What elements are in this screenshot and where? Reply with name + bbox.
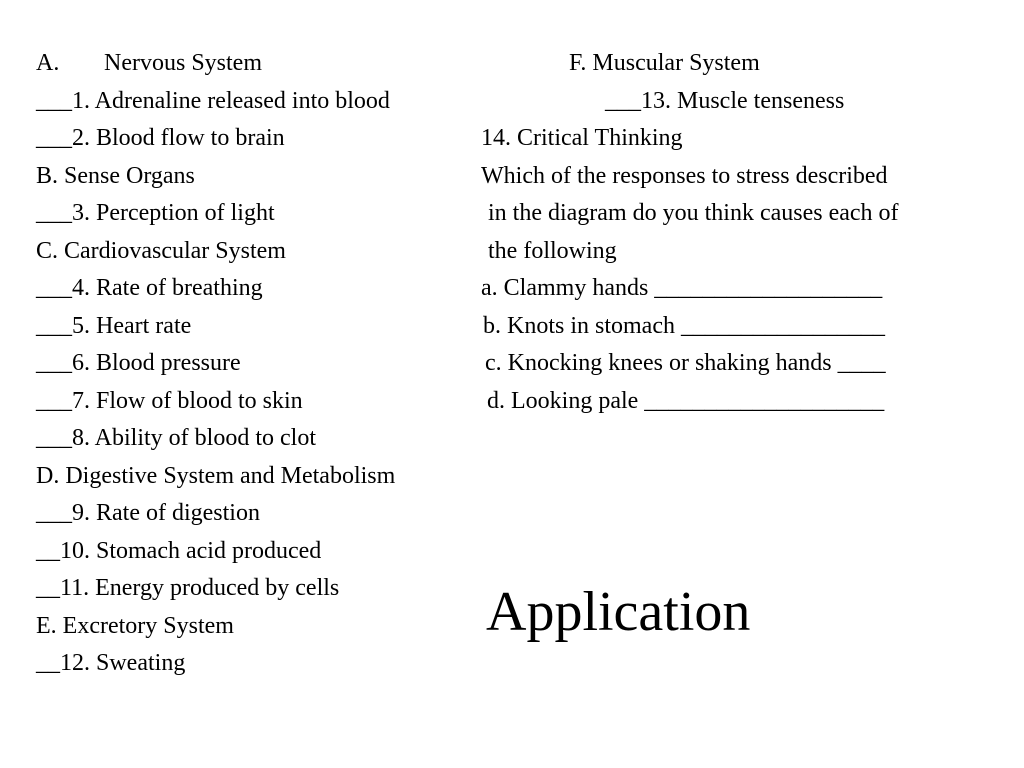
item-9: ___9. Rate of digestion	[36, 500, 260, 526]
heading-cardiovascular-system: C. Cardiovascular System	[36, 238, 286, 264]
item-13: ___13. Muscle tenseness	[605, 88, 845, 114]
option-c: c. Knocking knees or shaking hands ____	[485, 350, 886, 376]
item-10: __10. Stomach acid produced	[36, 538, 322, 564]
heading-muscular-system: F. Muscular System	[569, 50, 760, 76]
item-5: ___5. Heart rate	[36, 313, 192, 339]
heading-a-text: Nervous System	[104, 50, 262, 76]
item-7: ___7. Flow of blood to skin	[36, 388, 303, 414]
heading-excretory-system: E. Excretory System	[36, 613, 234, 639]
option-d: d. Looking pale ____________________	[487, 388, 885, 414]
item-11: __11. Energy produced by cells	[36, 575, 340, 601]
item-4: ___4. Rate of breathing	[36, 275, 263, 301]
critical-thinking-title: 14. Critical Thinking	[481, 125, 683, 151]
item-6: ___6. Blood pressure	[36, 350, 241, 376]
item-3: ___3. Perception of light	[36, 200, 275, 226]
option-b: b. Knots in stomach _________________	[483, 313, 885, 339]
item-2: ___2. Blood flow to brain	[36, 125, 285, 151]
heading-digestive-system: D. Digestive System and Metabolism	[36, 463, 396, 489]
slide-title: Application	[486, 581, 751, 643]
heading-a-letter: A.	[36, 50, 60, 76]
item-8: ___8. Ability of blood to clot	[36, 425, 316, 451]
item-1: ___1. Adrenaline released into blood	[36, 88, 390, 114]
option-a: a. Clammy hands ___________________	[481, 275, 883, 301]
question-line-2: in the diagram do you think causes each of	[488, 200, 899, 226]
question-line-1: Which of the responses to stress described	[481, 163, 888, 189]
item-12: __12. Sweating	[36, 650, 186, 676]
heading-nervous-system	[36, 49, 262, 77]
heading-sense-organs: B. Sense Organs	[36, 163, 195, 189]
question-line-3: the following	[488, 238, 617, 264]
